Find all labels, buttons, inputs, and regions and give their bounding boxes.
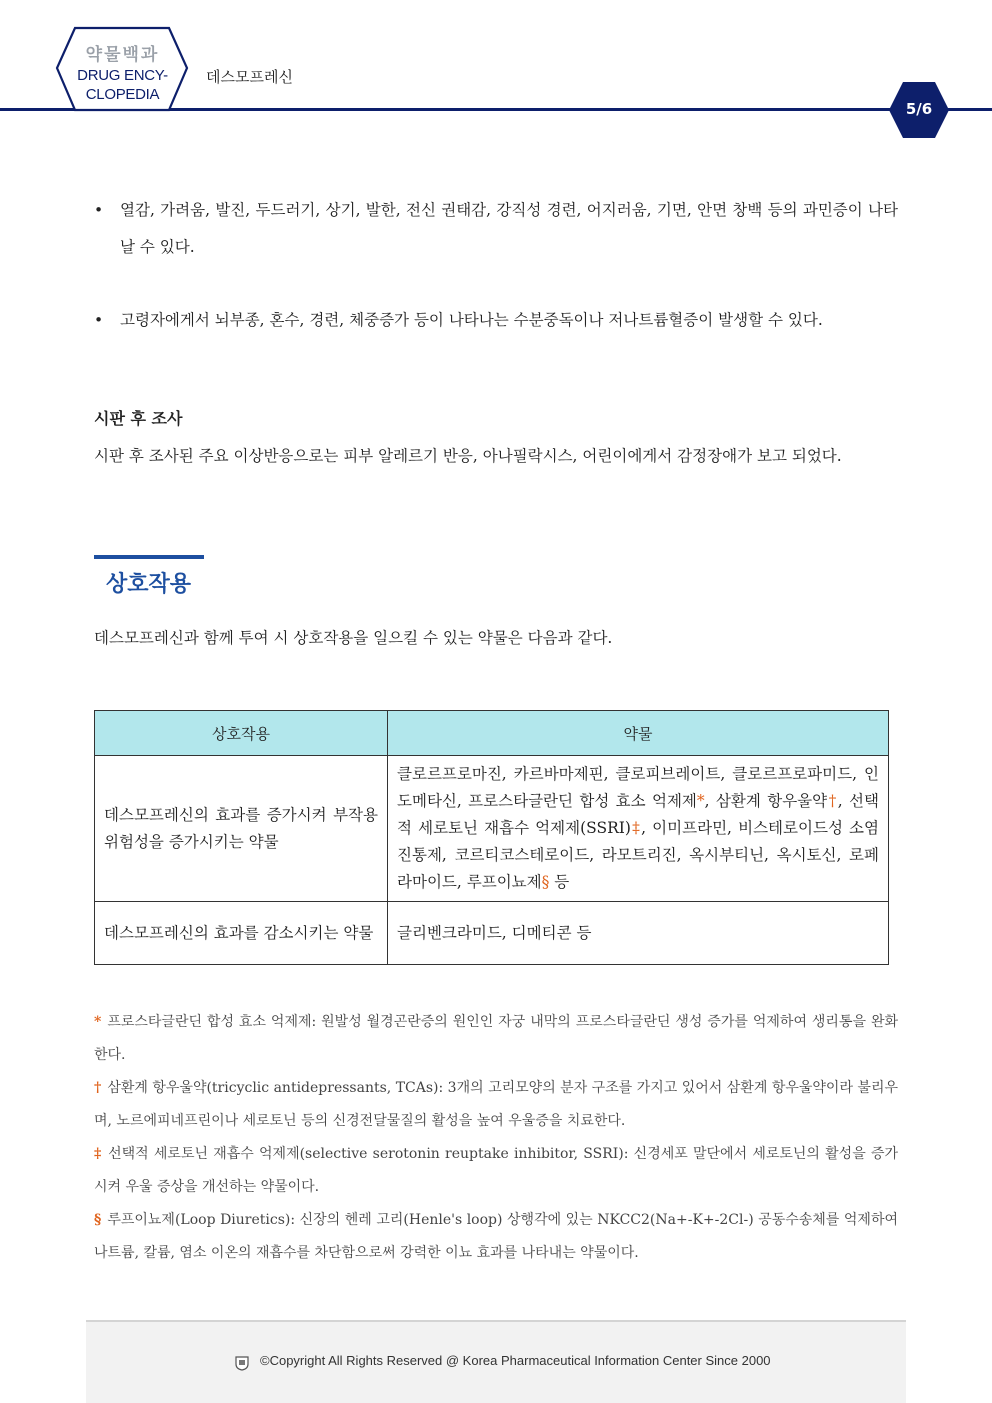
table-row (95, 902, 889, 965)
table-cell-drugs (388, 756, 889, 902)
section-title: 상호작용 (106, 572, 192, 597)
drug-list-part: , 삼환계 항우울약 (704, 792, 828, 810)
drug-list-part: , 이미프라민, 비스테로이드성 소염진통제, 코르티코스테로이드, 라모트리진, 옥시부티닌, 옥시토신, 로페라마이드, 루프이뇨제 (397, 819, 879, 891)
footnote (94, 1138, 898, 1204)
footnote-symbol: § (94, 1212, 102, 1228)
footnote-text: 삼환계 항우울약(tricyclic antidepressants, TCAs): 3개의 고리모양의 분자 구조를 가지고 있어서 삼환계 항우울약이라 불리우며, 노르에피네프린이나 세로토닌 등의 신경전달물질의 활성을 높여 우울증을 치료한다. (94, 1080, 898, 1129)
table-header-cell: 약물 (388, 711, 889, 756)
drug-list-part: , 선택적 세로토닌 재흡수 억제제(SSRI) (397, 792, 879, 837)
footnote-marker: ‡ (630, 819, 642, 837)
list-item (94, 192, 898, 266)
section-accent-bar (94, 555, 204, 559)
footnote-text: 선택적 세로토닌 재흡수 억제제(selective serotonin reuptake inhibitor, SSRI): 신경세포 말단에서 세로토닌의 활성을 증가시켜 우울 증상을 개선하는 약물이다. (94, 1146, 899, 1195)
table-cell-drugs: 글리벤크라미드, 디메티콘 등 (388, 902, 889, 965)
logo-english-line2: CLOPEDIA (85, 86, 160, 103)
table-header-cell: 상호작용 (95, 711, 388, 756)
footnote-text: 루프이뇨제(Loop Diuretics): 신장의 헨레 고리(Henle's loop) 상행각에 있는 NKCC2(Na+-K+-2Cl-) 공동수송체를 억제하여 나트륨, 칼륨, 염소 이온의 재흡수를 차단함으로써 강력한 이뇨 효과를 나타내는 약물이다. (94, 1212, 898, 1261)
footnote (94, 1006, 898, 1072)
interactions-table (94, 710, 889, 965)
kpic-shield-icon (234, 1355, 250, 1371)
drug-encyclopedia-logo (55, 26, 190, 112)
bullet-icon: • (94, 201, 104, 219)
bullet-icon: • (94, 311, 104, 329)
bullet-text: 고령자에게서 뇌부종, 혼수, 경련, 체중증가 등이 나타나는 수분중독이나 저나트륨혈증이 발생할 수 있다. (120, 311, 823, 329)
postmarketing-heading: 시판 후 조사 (94, 409, 183, 428)
page-indicator (889, 82, 949, 138)
bullet-text: 열감, 가려움, 발진, 두드러기, 상기, 발한, 전신 권태감, 강직성 경련, 어지러움, 기면, 안면 창백 등의 과민증이 나타날 수 있다. (120, 201, 898, 256)
footnote-symbol: ‡ (94, 1146, 103, 1162)
logo-korean-text: 약물백과 (85, 45, 160, 65)
table-cell-effect: 데스모프레신의 효과를 증가시켜 부작용 위험성을 증가시키는 약물 (95, 756, 388, 902)
postmarketing-text: 시판 후 조사된 주요 이상반응으로는 피부 알레르기 반응, 아나필락시스, 어린이에게서 감정장애가 보고 되었다. (94, 447, 842, 465)
footnote-symbol: † (94, 1080, 102, 1096)
drug-list-part: 클로르프로마진, 카르바마제핀, 클로피브레이트, 클로르프로파미드, 인도메타신, 프로스타글란딘 합성 효소 억제제 (397, 765, 879, 810)
table-cell-effect: 데스모프레신의 효과를 감소시키는 약물 (95, 902, 388, 965)
table-row (95, 756, 889, 902)
table-header-row (95, 711, 889, 756)
footnote-text: 프로스타글란딘 합성 효소 억제제: 원발성 월경곤란증의 원인인 자궁 내막의 프로스타글란딘 생성 증가를 억제하여 생리통을 완화한다. (94, 1014, 898, 1063)
footnote (94, 1204, 898, 1270)
footnote-marker: † (827, 792, 838, 810)
logo-english-text (55, 66, 190, 104)
drug-list-part: 등 (549, 873, 570, 891)
footnote (94, 1072, 898, 1138)
document-title: 데스모프레신 (206, 68, 293, 86)
footnote-symbol: * (94, 1014, 102, 1030)
list-item (94, 302, 898, 339)
copyright-text: ©Copyright All Rights Reserved @ Korea Pharmaceutical Information Center Since 2000 (260, 1353, 771, 1368)
page-number: 5/6 (905, 100, 933, 118)
logo-english-line1: DRUG ENCY- (77, 67, 168, 84)
page-footer (86, 1320, 906, 1403)
footnote-marker: * (696, 792, 705, 810)
footnote-marker: § (541, 873, 550, 891)
interactions-intro: 데스모프레신과 함께 투여 시 상호작용을 일으킬 수 있는 약물은 다음과 같다. (94, 629, 613, 647)
